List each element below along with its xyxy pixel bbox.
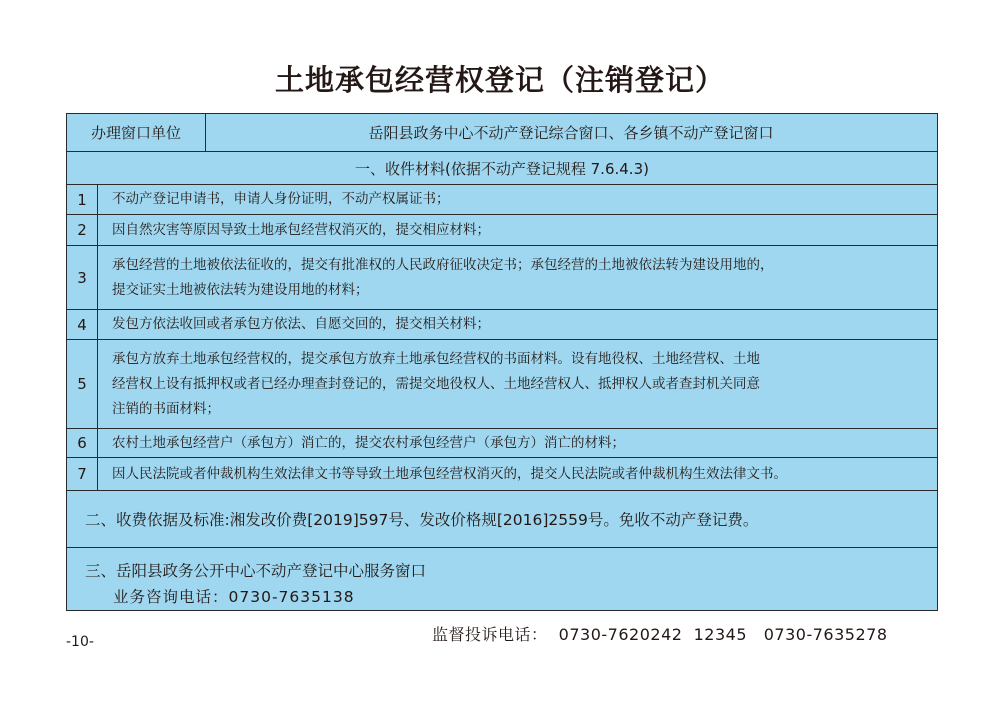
- service-window-title: 三、岳阳县政务公开中心不动产登记中心服务窗口: [85, 562, 427, 580]
- office-row: [67, 114, 937, 152]
- item-number: 2: [77, 221, 87, 239]
- list-item: [67, 340, 937, 429]
- item-number: 5: [77, 375, 87, 393]
- item-text: 承包经营的土地被依法征收的，提交有批准权的人民政府征收决定书；承包经营的土地被依法转为建设用地的， 提交证实土地被依法转为建设用地的材料；: [112, 256, 774, 298]
- item-number: 7: [77, 465, 87, 483]
- item-text: 因人民法院或者仲裁机构生效法律文书等导致土地承包经营权消灭的，提交人民法院或者仲裁机构生效法律文书。: [112, 465, 787, 482]
- office-label: 办理窗口单位: [90, 124, 181, 142]
- page-title: 土地承包经营权登记（注销登记）: [274, 63, 725, 97]
- item-text: 发包方依法收回或者承包方依法、自愿交回的，提交相关材料；: [112, 316, 490, 332]
- item-text: 因自然灾害等原因导致土地承包经营权消灭的，提交相应材料；: [112, 221, 490, 238]
- fee-basis: 二、收费依据及标准:湘发改价费[2019]597号、发改价格规[2016]2559号。免收不动产登记费。: [85, 511, 759, 529]
- section2-row: [67, 491, 937, 548]
- item-number: 1: [77, 190, 87, 209]
- supervision-phone: 监督投诉电话： 0730-7620242 12345 0730-7635278: [432, 625, 888, 644]
- consult-phone: 业务咨询电话：0730-7635138: [113, 588, 355, 606]
- item-text: 不动产登记申请书，申请人身份证明，不动产权属证书；: [112, 191, 450, 207]
- section1-heading-row: [67, 152, 937, 185]
- list-item: [67, 429, 937, 458]
- page-number: -10-: [66, 634, 94, 650]
- item-number: 3: [77, 268, 87, 287]
- registration-table: [66, 113, 938, 611]
- list-item: [67, 185, 937, 215]
- list-item: [67, 215, 937, 246]
- section1-heading: 一、收件材料(依据不动产登记规程 7.6.4.3): [355, 159, 649, 178]
- item-text: 农村土地承包经营户（承包方）消亡的，提交农村承包经营户（承包方）消亡的材料；: [112, 434, 625, 451]
- item-number: 6: [77, 434, 87, 452]
- item-number: 4: [77, 315, 87, 334]
- item-text: 承包方放弃土地承包经营权的，提交承包方放弃土地承包经营权的书面材料。设有地役权、土地经营权、土地 经营权上设有抵押权或者已经办理查封登记的，需提交地役权人、土地经营权人、抵押权人或者查封机关同意 注销的书面材料；: [112, 350, 760, 417]
- list-item: [67, 458, 937, 491]
- office-value: 岳阳县政务中心不动产登记综合窗口、各乡镇不动产登记窗口: [368, 124, 774, 142]
- section3-row: [67, 548, 937, 611]
- list-item: [67, 246, 937, 310]
- list-item: [67, 310, 937, 340]
